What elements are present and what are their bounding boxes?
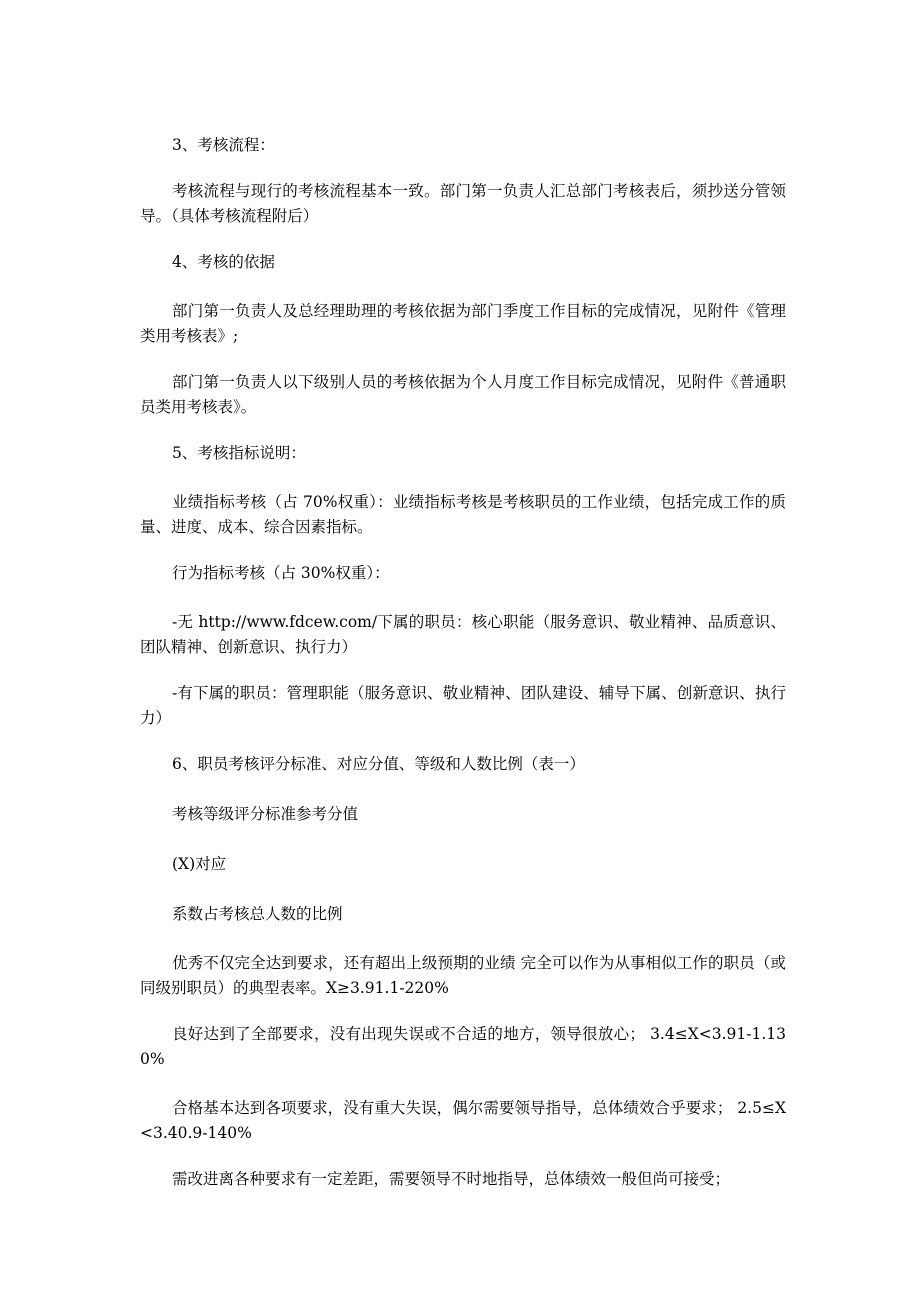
section-heading-process: 3、考核流程： [172, 136, 275, 154]
section-heading-basis: 4、考核的依据 [172, 253, 275, 271]
paragraph-behavior-indicator: 行为指标考核（占 30%权重）： [172, 564, 390, 582]
rating-qualified: 合格基本达到各项要求，没有重大失误，偶尔需要领导指导，总体绩效合乎要求； 2.5≤X<3.40.9-140% [140, 1099, 786, 1142]
rating-table-header-1: 考核等级评分标准参考分值 [172, 805, 359, 823]
rating-needs-improvement: 需改进离各种要求有一定差距，需要领导不时地指导，总体绩效一般但尚可接受； [172, 1170, 731, 1188]
rating-excellent: 优秀不仅完全达到要求，还有超出上级预期的业绩 完全可以作为从事相似工作的职员（或同级别职员）的典型表率。X≥3.91.1-220% [140, 954, 786, 997]
rating-table-header-3: 系数占考核总人数的比例 [172, 905, 343, 923]
section-heading-indicators: 5、考核指标说明： [172, 444, 306, 462]
rating-good: 良好达到了全部要求，没有出现失误或不合适的地方，领导很放心； 3.4≤X<3.91-1.130% [140, 1025, 786, 1068]
paragraph-process-description: 考核流程与现行的考核流程基本一致。部门第一负责人汇总部门考核表后，须抄送分管领导。（具体考核流程附后） [140, 182, 786, 225]
section-heading-rating-standard: 6、职员考核评分标准、对应分值、等级和人数比例（表一） [172, 755, 585, 773]
document-body [140, 133, 786, 1192]
paragraph-basis-managers: 部门第一负责人及总经理助理的考核依据为部门季度工作目标的完成情况，见附件《管理类用考核表》; [140, 302, 786, 345]
paragraph-with-subordinates: -有下属的职员：管理职能（服务意识、敬业精神、团队建设、辅导下属、创新意识、执行力） [140, 684, 786, 727]
paragraph-basis-staff: 部门第一负责人以下级别人员的考核依据为个人月度工作目标完成情况，见附件《普通职员类用考核表》。 [140, 373, 786, 416]
paragraph-performance-indicator: 业绩指标考核（占 70%权重）：业绩指标考核是考核职员的工作业绩，包括完成工作的质量、进度、成本、综合因素指标。 [140, 493, 786, 536]
rating-table-header-2: (X)对应 [172, 855, 227, 873]
paragraph-no-subordinates: -无 http://www.fdcew.com/下属的职员：核心职能（服务意识、敬业精神、品质意识、团队精神、创新意识、执行力） [140, 613, 786, 656]
